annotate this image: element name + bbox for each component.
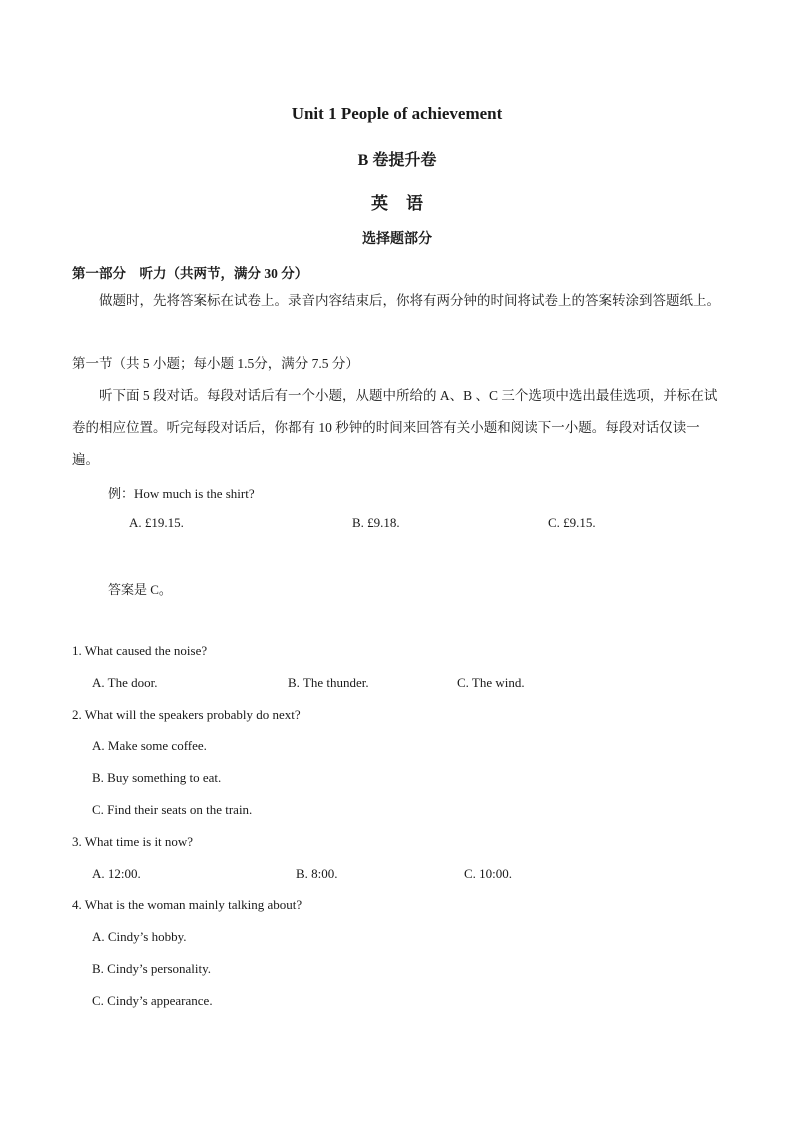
subject-title: 英语 bbox=[371, 194, 441, 213]
question-2-option-a: A. Make some coffee. bbox=[92, 738, 207, 753]
section-one-heading: 第一节（共 5 小题；每小题 1.5分，满分 7.5 分） bbox=[72, 356, 359, 371]
part-one-heading: 第一部分 听力（共两节，满分 30 分） bbox=[72, 266, 309, 281]
question-3-stem: 3. What time is it now? bbox=[72, 834, 194, 849]
example-option-a: A. £19.15. bbox=[129, 515, 184, 530]
question-3-option-a: A. 12:00. bbox=[92, 866, 141, 881]
example-option-b: B. £9.18. bbox=[352, 515, 400, 530]
question-2-option-b: B. Buy something to eat. bbox=[92, 770, 222, 785]
question-3-option-c: C. 10:00. bbox=[464, 866, 513, 881]
question-3-option-b: B. 8:00. bbox=[296, 866, 338, 881]
example-question: 例：How much is the shirt? bbox=[108, 486, 255, 501]
question-4-option-b: B. Cindy’s personality. bbox=[92, 961, 212, 976]
question-1-option-a: A. The door. bbox=[92, 675, 158, 690]
question-1-option-b: B. The thunder. bbox=[288, 675, 369, 690]
question-4-option-c: C. Cindy’s appearance. bbox=[92, 993, 213, 1008]
question-2-stem: 2. What will the speakers probably do next? bbox=[72, 707, 301, 722]
paper-subtitle: B 卷提升卷 bbox=[357, 152, 437, 169]
part-one-instructions: 做题时，先将答案标在试卷上。录音内容结束后，你将有两分钟的时间将试卷上的答案转涂到答题纸上。 bbox=[99, 293, 720, 308]
question-1-option-c: C. The wind. bbox=[457, 675, 525, 690]
question-4-stem: 4. What is the woman mainly talking about? bbox=[72, 897, 303, 912]
example-option-c: C. £9.15. bbox=[548, 515, 596, 530]
page-title: Unit 1 People of achievement bbox=[291, 104, 503, 123]
question-1-stem: 1. What caused the noise? bbox=[72, 643, 208, 658]
example-answer: 答案是 C。 bbox=[108, 582, 172, 597]
section-one-instructions: 听下面 5 段对话。每段对话后有一个小题，从题中所给的 A、B 、C 三个选项中选出最佳选项，并标在试卷的相应位置。听完每段对话后，你都有 10 秒钟的时间来回答有关小题和阅读下一小题。每段对话仅读一遍。 bbox=[72, 388, 718, 467]
question-2-option-c: C. Find their seats on the train. bbox=[92, 802, 253, 817]
question-4-option-a: A. Cindy’s hobby. bbox=[92, 929, 187, 944]
section-title: 选择题部分 bbox=[362, 232, 432, 247]
